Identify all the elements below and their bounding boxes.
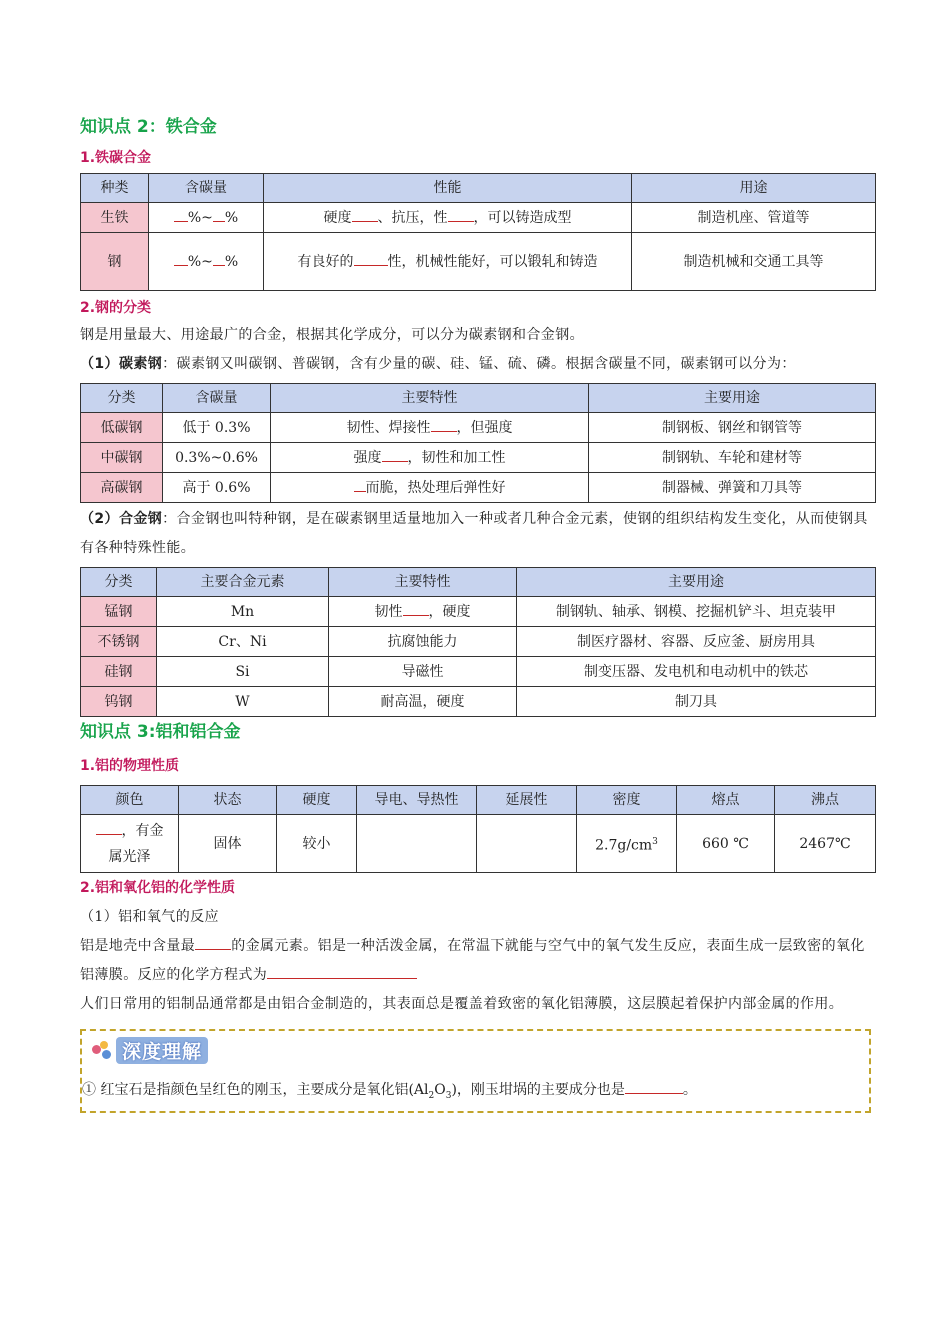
performance-cell: 硬度 、抗压，性 ，可以铸造成型 [264, 203, 632, 233]
header-cell: 颜色 [81, 786, 179, 815]
row-label: 钢 [81, 233, 149, 291]
hardness-cell: 较小 [277, 815, 357, 873]
table-row [81, 815, 876, 873]
header-cell: 沸点 [775, 786, 876, 815]
header-cell: 延展性 [477, 786, 577, 815]
header-cell: 主要用途 [589, 384, 876, 413]
table-row [81, 473, 876, 503]
paragraph: （1）铝和氧气的反应 [80, 909, 219, 925]
table-row [81, 687, 876, 717]
section-title-aluminum: 知识点 3:铝和铝合金 [80, 722, 241, 742]
row-label: 生铁 [81, 203, 149, 233]
use-cell: 制变压器、发电机和电动机中的铁芯 [517, 657, 876, 687]
element-cell: Mn [157, 597, 329, 627]
paragraph: （2）合金钢：合金钢也叫特种钢，是在碳素钢里适量地加入一种或者几种合金元素，使钢的组织结构发生变化，从而使钢具有各种特殊性能。 [80, 511, 868, 556]
property-cell: 强度 ，韧性和加工性 [271, 443, 589, 473]
aluminum-physical-table [80, 785, 876, 873]
use-cell: 制造机座、管道等 [632, 203, 876, 233]
header-cell: 硬度 [277, 786, 357, 815]
property-cell: 导磁性 [329, 657, 517, 687]
header-cell: 性能 [264, 174, 632, 203]
table-row [81, 233, 876, 291]
property-cell: 韧性、焊接性 ，但强度 [271, 413, 589, 443]
property-cell: 抗腐蚀能力 [329, 627, 517, 657]
header-cell: 含碳量 [149, 174, 264, 203]
element-cell: Si [157, 657, 329, 687]
melting-cell: 660 ℃ [677, 815, 775, 873]
subheading-iron-carbon: 1.铁碳合金 [80, 150, 152, 166]
molecule-icon [90, 1039, 116, 1061]
depth-text: ① 红宝石是指颜色呈红色的刚玉，主要成分是氧化铝$(Al_2O_3)$，刚玉坩埚的主要成分也是 。 [82, 1079, 697, 1101]
section-title-iron-alloy: 知识点 2：铁合金 [80, 117, 217, 137]
row-label: 高碳钢 [81, 473, 163, 503]
page [80, 112, 875, 1113]
carbon-cell: %~ % [149, 233, 264, 291]
header-cell: 种类 [81, 174, 149, 203]
alloy-steel-table [80, 567, 876, 717]
header-cell: 密度 [577, 786, 677, 815]
header-cell: 导电、导热性 [357, 786, 477, 815]
row-label: 不锈钢 [81, 627, 157, 657]
table-row [81, 627, 876, 657]
use-cell: 制刀具 [517, 687, 876, 717]
paragraph: 人们日常用的铝制品通常都是由铝合金制造的，其表面总是覆盖着致密的氧化铝薄膜，这层膜起着保护内部金属的作用。 [80, 996, 844, 1012]
conductivity-cell [357, 815, 477, 873]
header-cell: 主要用途 [517, 568, 876, 597]
subheading-chemical-props: 2.铝和氧化铝的化学性质 [80, 880, 236, 896]
table-row [81, 657, 876, 687]
row-label: 中碳钢 [81, 443, 163, 473]
element-cell: W [157, 687, 329, 717]
performance-cell: 有良好的 性，机械性能好，可以锻轧和铸造 [264, 233, 632, 291]
row-label: 低碳钢 [81, 413, 163, 443]
header-cell: 主要特性 [329, 568, 517, 597]
paragraph: 钢是用量最大、用途最广的合金，根据其化学成分，可以分为碳素钢和合金钢。 [80, 327, 584, 343]
use-cell: 制造机械和交通工具等 [632, 233, 876, 291]
use-cell: 制钢板、钢丝和钢管等 [589, 413, 876, 443]
row-label: 硅钢 [81, 657, 157, 687]
use-cell: 制器械、弹簧和刀具等 [589, 473, 876, 503]
subheading-steel-class: 2.钢的分类 [80, 300, 152, 316]
use-cell: 制钢轨、车轮和建材等 [589, 443, 876, 473]
paragraph: （1）碳素钢：碳素钢又叫碳钢、普碳钢，含有少量的碳、硅、锰、硫、磷。根据含碳量不同，碳素钢可以分为： [80, 356, 796, 372]
header-cell: 熔点 [677, 786, 775, 815]
property-cell: 而脆，热处理后弹性好 [271, 473, 589, 503]
carbon-steel-table [80, 383, 876, 503]
table-row [81, 413, 876, 443]
header-cell: 分类 [81, 384, 163, 413]
paragraph: 铝是地壳中含量最 的金属元素。铝是一种活泼金属，在常温下就能与空气中的氧气发生反应，表面生成一层致密的氧化铝薄膜。反应的化学方程式为 [80, 932, 869, 990]
use-cell: 制钢轨、轴承、钢模、挖掘机铲斗、坦克装甲 [517, 597, 876, 627]
row-label: 锰钢 [81, 597, 157, 627]
carbon-cell: 低于 0.3% [163, 413, 271, 443]
element-cell: Cr、Ni [157, 627, 329, 657]
iron-carbon-table [80, 173, 876, 291]
property-cell: 韧性 ，硬度 [329, 597, 517, 627]
depth-understanding-box [80, 1029, 871, 1113]
header-cell: 主要合金元素 [157, 568, 329, 597]
header-cell: 用途 [632, 174, 876, 203]
header-cell: 状态 [179, 786, 277, 815]
property-cell: 耐高温，硬度 [329, 687, 517, 717]
color-cell: ，有金 属光泽 [81, 815, 179, 873]
table-row [81, 597, 876, 627]
state-cell: 固体 [179, 815, 277, 873]
carbon-cell: %~ % [149, 203, 264, 233]
density-cell: $2.7g/cm^3$ [577, 815, 677, 873]
header-cell: 分类 [81, 568, 157, 597]
row-label: 钨钢 [81, 687, 157, 717]
header-cell: 含碳量 [163, 384, 271, 413]
table-row [81, 203, 876, 233]
carbon-cell: 0.3%~0.6% [163, 443, 271, 473]
header-cell: 主要特性 [271, 384, 589, 413]
carbon-cell: 高于 0.6% [163, 473, 271, 503]
table-row [81, 443, 876, 473]
boiling-cell: 2467℃ [775, 815, 876, 873]
subheading-physical-props: 1.铝的物理性质 [80, 758, 180, 774]
use-cell: 制医疗器材、容器、反应釜、厨房用具 [517, 627, 876, 657]
depth-badge: 深度理解 [90, 1037, 240, 1063]
ductility-cell [477, 815, 577, 873]
